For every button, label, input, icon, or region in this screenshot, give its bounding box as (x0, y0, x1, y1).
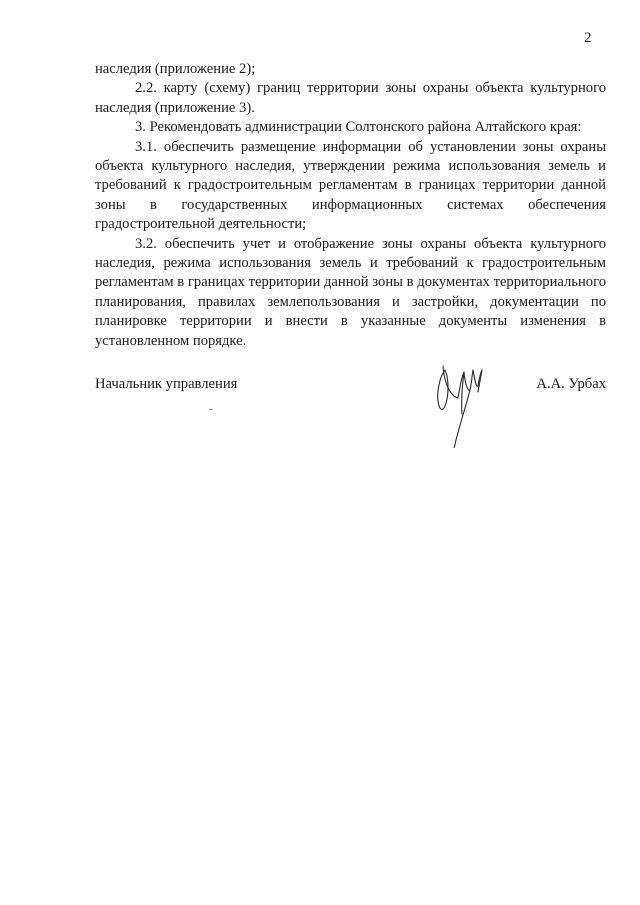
signer-title: Начальник управления (95, 376, 238, 392)
paragraph-3-2: 3.2. обеспечить учет и отображение зоны охраны объекта культурного наследия, режима использования земель и требований к градостроительным регламентам в границах территории данной зоны в документах территориального планирования, правилах землепользования и застройки, документации по планировке территории и внести в указанные документы изменения в установленном порядке. (95, 235, 606, 349)
document-body (95, 60, 606, 351)
signature-block (95, 376, 606, 398)
page-number: 2 (584, 30, 592, 46)
paragraph-3-1: 3.1. обеспечить размещение информации об установлении зоны охраны объекта культурного наследия, утверждении режима использования земель и требований к градостроительным регламентам в границах территории данной зоны в государственных информационных системах обеспечения градостроительной деятельности; (95, 138, 606, 233)
scan-mark (209, 409, 213, 410)
paragraph-2-2: 2.2. карту (схему) границ территории зоны охраны объекта культурного наследия (приложение 3). (95, 80, 606, 116)
paragraph-3: 3. Рекомендовать администрации Солтонского района Алтайского края: (135, 119, 582, 136)
handwritten-signature (432, 362, 496, 448)
signer-name: А.А. Урбах (536, 376, 606, 392)
paragraph-continuation: наследия (приложение 2); (95, 61, 256, 77)
